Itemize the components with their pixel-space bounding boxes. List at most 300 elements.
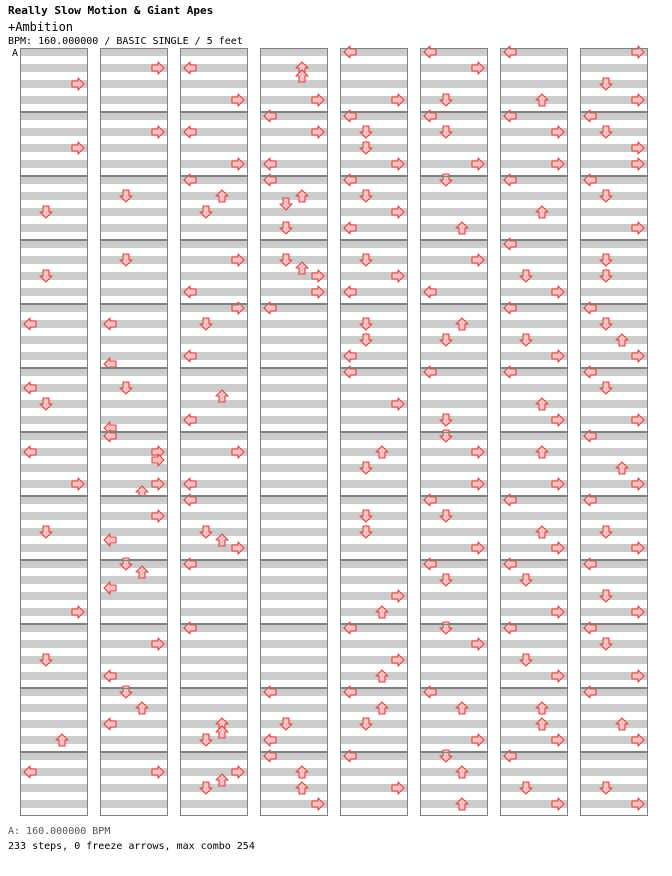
beat-band	[20, 272, 88, 280]
beat-band	[100, 608, 168, 616]
beat-band	[500, 720, 568, 728]
beat-band	[20, 640, 88, 648]
beat-band	[20, 512, 88, 520]
beat-band	[420, 320, 488, 328]
measure	[180, 368, 248, 432]
beat-band	[580, 576, 648, 584]
beat-band	[340, 560, 408, 568]
beat-band	[340, 384, 408, 392]
beat-band	[180, 720, 248, 728]
beat-band	[260, 480, 328, 488]
chart-column	[260, 48, 328, 816]
beat-band	[180, 672, 248, 680]
beat-band	[580, 208, 648, 216]
beat-band	[180, 688, 248, 696]
measure	[420, 622, 488, 688]
beat-band	[180, 784, 248, 792]
beat-band	[100, 400, 168, 408]
song-title: Really Slow Motion & Giant Apes	[8, 4, 214, 17]
beat-band	[580, 80, 648, 88]
beat-band	[340, 736, 408, 744]
measure	[580, 240, 648, 304]
measure	[260, 368, 328, 432]
measure	[340, 110, 408, 176]
beat-band	[20, 192, 88, 200]
beat-band	[100, 784, 168, 792]
beat-band	[500, 592, 568, 600]
beat-band	[340, 336, 408, 344]
measure	[100, 558, 168, 624]
beat-band	[580, 512, 648, 520]
beat-band	[500, 512, 568, 520]
beat-band	[500, 704, 568, 712]
measure	[420, 240, 488, 304]
measure	[580, 430, 648, 496]
measure	[500, 174, 568, 240]
beat-band	[180, 640, 248, 648]
beat-band	[420, 352, 488, 360]
beat-band	[180, 512, 248, 520]
beat-band	[420, 96, 488, 104]
measure	[420, 750, 488, 816]
beat-band	[340, 496, 408, 504]
beat-band	[20, 208, 88, 216]
measure	[100, 624, 168, 688]
beat-band	[260, 512, 328, 520]
beat-band	[20, 496, 88, 504]
beat-band	[180, 192, 248, 200]
beat-band	[260, 592, 328, 600]
beat-band	[340, 432, 408, 440]
beat-band	[340, 304, 408, 312]
beat-band	[580, 192, 648, 200]
measure	[180, 302, 248, 368]
beat-band	[100, 656, 168, 664]
chart-column	[500, 46, 568, 816]
beat-band	[20, 400, 88, 408]
beat-band	[20, 96, 88, 104]
measure	[260, 432, 328, 496]
measure	[420, 304, 488, 368]
beat-band	[260, 576, 328, 584]
measure	[180, 174, 248, 240]
beat-band	[420, 304, 488, 312]
measure	[420, 558, 488, 624]
beat-band	[260, 640, 328, 648]
measure	[100, 496, 168, 560]
beat-band	[500, 656, 568, 664]
measure	[100, 176, 168, 240]
beat-band	[340, 640, 408, 648]
beat-band	[340, 720, 408, 728]
measure	[100, 752, 168, 816]
beat-band	[420, 576, 488, 584]
beat-band	[100, 80, 168, 88]
measure	[500, 558, 568, 624]
beat-band	[340, 608, 408, 616]
measure	[340, 560, 408, 624]
beat-band	[180, 656, 248, 664]
beat-band	[260, 624, 328, 632]
measure	[500, 302, 568, 368]
measure	[580, 302, 648, 368]
beat-band	[260, 496, 328, 504]
measure	[500, 494, 568, 560]
beat-band	[20, 576, 88, 584]
beat-band	[100, 96, 168, 104]
beat-band	[180, 80, 248, 88]
beat-band	[100, 368, 168, 376]
beat-band	[180, 704, 248, 712]
beat-band	[260, 544, 328, 552]
beat-band	[260, 432, 328, 440]
beat-band	[260, 352, 328, 360]
measure	[340, 496, 408, 560]
beat-band	[420, 272, 488, 280]
beat-band	[420, 768, 488, 776]
beat-band	[420, 176, 488, 184]
beat-band	[580, 272, 648, 280]
beat-band	[500, 640, 568, 648]
measure	[260, 302, 328, 368]
beat-band	[340, 704, 408, 712]
measure	[20, 752, 88, 816]
beat-band	[100, 48, 168, 56]
beat-band	[580, 336, 648, 344]
beat-band	[100, 288, 168, 296]
measure	[260, 174, 328, 240]
beat-band	[500, 224, 568, 232]
beat-band	[420, 752, 488, 760]
beat-band	[580, 448, 648, 456]
measure	[100, 112, 168, 176]
measure	[260, 624, 328, 688]
chart-column	[180, 48, 248, 816]
beat-band	[260, 384, 328, 392]
beat-band	[20, 288, 88, 296]
beat-band	[20, 592, 88, 600]
beat-band	[580, 384, 648, 392]
beat-band	[580, 528, 648, 536]
beat-band	[180, 144, 248, 152]
beat-band	[180, 384, 248, 392]
beat-band	[420, 528, 488, 536]
beat-band	[100, 496, 168, 504]
beat-band	[420, 656, 488, 664]
beat-band	[500, 192, 568, 200]
measure	[180, 688, 248, 752]
beat-band	[20, 352, 88, 360]
measure	[580, 686, 648, 752]
beat-band	[100, 112, 168, 120]
beat-band	[180, 608, 248, 616]
beat-band	[500, 448, 568, 456]
beat-band	[500, 256, 568, 264]
beat-band	[580, 288, 648, 296]
bpm-legend: A: 160.000000 BPM	[8, 826, 111, 837]
beat-band	[420, 464, 488, 472]
beat-band	[100, 704, 168, 712]
beat-band	[340, 768, 408, 776]
beat-band	[100, 560, 168, 568]
beat-band	[420, 144, 488, 152]
measure	[260, 240, 328, 304]
beat-band	[100, 208, 168, 216]
beat-band	[420, 704, 488, 712]
beat-band	[260, 560, 328, 568]
beat-band	[340, 320, 408, 328]
beat-band	[20, 304, 88, 312]
beat-band	[180, 400, 248, 408]
beat-band	[500, 576, 568, 584]
measure	[340, 622, 408, 688]
beat-band	[20, 112, 88, 120]
beat-band	[260, 144, 328, 152]
beat-band	[340, 480, 408, 488]
measure	[500, 622, 568, 688]
beat-band	[420, 720, 488, 728]
measure	[580, 366, 648, 432]
beat-band	[100, 336, 168, 344]
measure	[180, 48, 248, 112]
beat-band	[580, 400, 648, 408]
beat-band	[500, 384, 568, 392]
measure	[420, 46, 488, 112]
beat-band	[20, 800, 88, 808]
measure	[100, 686, 168, 752]
measure	[500, 750, 568, 816]
beat-band	[340, 80, 408, 88]
beat-band	[420, 400, 488, 408]
beat-band	[340, 416, 408, 424]
chart-column	[340, 46, 408, 816]
beat-band	[20, 720, 88, 728]
beat-band	[180, 208, 248, 216]
beat-band	[580, 656, 648, 664]
measure	[420, 174, 488, 240]
beat-band	[260, 320, 328, 328]
beat-band	[260, 208, 328, 216]
measure	[500, 46, 568, 112]
measure	[100, 368, 168, 434]
chart-column	[420, 46, 488, 816]
beat-band	[500, 80, 568, 88]
beat-band	[260, 704, 328, 712]
beat-band	[180, 240, 248, 248]
beat-band	[420, 224, 488, 232]
measure	[420, 110, 488, 176]
beat-band	[180, 464, 248, 472]
measure	[260, 496, 328, 560]
beat-band	[420, 336, 488, 344]
beat-band	[100, 256, 168, 264]
beat-band	[420, 608, 488, 616]
chart-column	[100, 48, 168, 816]
chart-column	[20, 48, 88, 816]
measure	[20, 432, 88, 496]
beat-band	[100, 688, 168, 696]
beat-band	[180, 800, 248, 808]
beat-band	[340, 528, 408, 536]
beat-band	[260, 656, 328, 664]
measure	[340, 46, 408, 112]
measure	[340, 750, 408, 816]
measure	[340, 366, 408, 432]
measure	[180, 240, 248, 304]
beat-band	[180, 48, 248, 56]
beat-band	[180, 576, 248, 584]
beat-band	[260, 720, 328, 728]
beat-band	[420, 512, 488, 520]
beat-band	[340, 576, 408, 584]
beat-band	[260, 256, 328, 264]
beat-band	[100, 272, 168, 280]
measure	[20, 112, 88, 176]
measure	[20, 368, 88, 432]
measure	[580, 494, 648, 560]
beat-band	[180, 224, 248, 232]
beat-band	[100, 624, 168, 632]
measure	[260, 750, 328, 816]
beat-band	[340, 144, 408, 152]
beat-band	[20, 784, 88, 792]
measure	[100, 48, 168, 112]
beat-band	[20, 688, 88, 696]
beat-band	[180, 736, 248, 744]
beat-band	[340, 64, 408, 72]
measure	[420, 430, 488, 496]
beat-band	[580, 464, 648, 472]
beat-band	[100, 176, 168, 184]
beat-band	[260, 672, 328, 680]
beat-band	[20, 672, 88, 680]
measure	[500, 432, 568, 496]
beat-band	[580, 720, 648, 728]
beat-band	[260, 768, 328, 776]
beat-band	[100, 800, 168, 808]
beat-band	[260, 240, 328, 248]
beat-band	[180, 112, 248, 120]
measure	[420, 494, 488, 560]
beat-band	[420, 208, 488, 216]
beat-band	[180, 528, 248, 536]
beat-band	[260, 336, 328, 344]
beat-band	[180, 272, 248, 280]
beat-band	[20, 128, 88, 136]
beat-band	[340, 800, 408, 808]
beat-band	[20, 416, 88, 424]
beat-band	[20, 224, 88, 232]
measure	[580, 752, 648, 816]
beat-band	[340, 128, 408, 136]
beat-band	[260, 608, 328, 616]
beat-band	[20, 544, 88, 552]
beat-band	[340, 464, 408, 472]
beat-band	[420, 384, 488, 392]
beat-band	[20, 64, 88, 72]
measure	[180, 752, 248, 816]
beat-band	[420, 592, 488, 600]
beat-band	[420, 192, 488, 200]
beat-band	[340, 544, 408, 552]
beat-band	[580, 704, 648, 712]
beat-band	[20, 240, 88, 248]
measure	[180, 622, 248, 688]
measure	[260, 686, 328, 752]
beat-band	[20, 48, 88, 56]
beat-band	[260, 784, 328, 792]
beat-band	[180, 432, 248, 440]
beat-band	[500, 64, 568, 72]
beat-band	[420, 624, 488, 632]
beat-band	[420, 784, 488, 792]
beat-band	[580, 256, 648, 264]
beat-band	[20, 656, 88, 664]
beat-band	[100, 240, 168, 248]
measure	[20, 48, 88, 112]
measure	[340, 304, 408, 368]
beat-band	[580, 320, 648, 328]
beat-band	[500, 688, 568, 696]
measure	[500, 238, 568, 304]
beat-band	[260, 400, 328, 408]
beat-band	[340, 672, 408, 680]
beat-band	[580, 64, 648, 72]
beat-band	[260, 368, 328, 376]
measure	[20, 496, 88, 560]
measure	[580, 174, 648, 240]
chart-info: BPM: 160.000000 / BASIC SINGLE / 5 feet	[8, 36, 243, 47]
beat-band	[20, 736, 88, 744]
beat-band	[580, 640, 648, 648]
beat-band	[580, 128, 648, 136]
beat-band	[500, 400, 568, 408]
measure	[20, 688, 88, 752]
beat-band	[500, 432, 568, 440]
beat-band	[260, 464, 328, 472]
beat-band	[580, 592, 648, 600]
beat-band	[100, 384, 168, 392]
measure	[340, 432, 408, 496]
beat-band	[340, 256, 408, 264]
beat-band	[100, 192, 168, 200]
beat-band	[420, 128, 488, 136]
measure	[580, 46, 648, 112]
beat-band	[180, 592, 248, 600]
beat-band	[100, 304, 168, 312]
measure	[500, 688, 568, 752]
song-subtitle: +Ambition	[8, 20, 74, 34]
beat-band	[420, 432, 488, 440]
chart-stats: 233 steps, 0 freeze arrows, max combo 254	[8, 841, 255, 852]
measure	[500, 366, 568, 432]
beat-band	[260, 64, 328, 72]
measure	[180, 558, 248, 624]
beat-band	[260, 416, 328, 424]
beat-band	[260, 48, 328, 56]
beat-band	[20, 528, 88, 536]
measure	[340, 686, 408, 752]
beat-band	[260, 192, 328, 200]
measure	[100, 430, 168, 498]
beat-band	[420, 672, 488, 680]
beat-band	[500, 208, 568, 216]
measure	[420, 686, 488, 752]
beat-band	[500, 784, 568, 792]
beat-band	[260, 80, 328, 88]
beat-band	[340, 512, 408, 520]
beat-band	[100, 752, 168, 760]
